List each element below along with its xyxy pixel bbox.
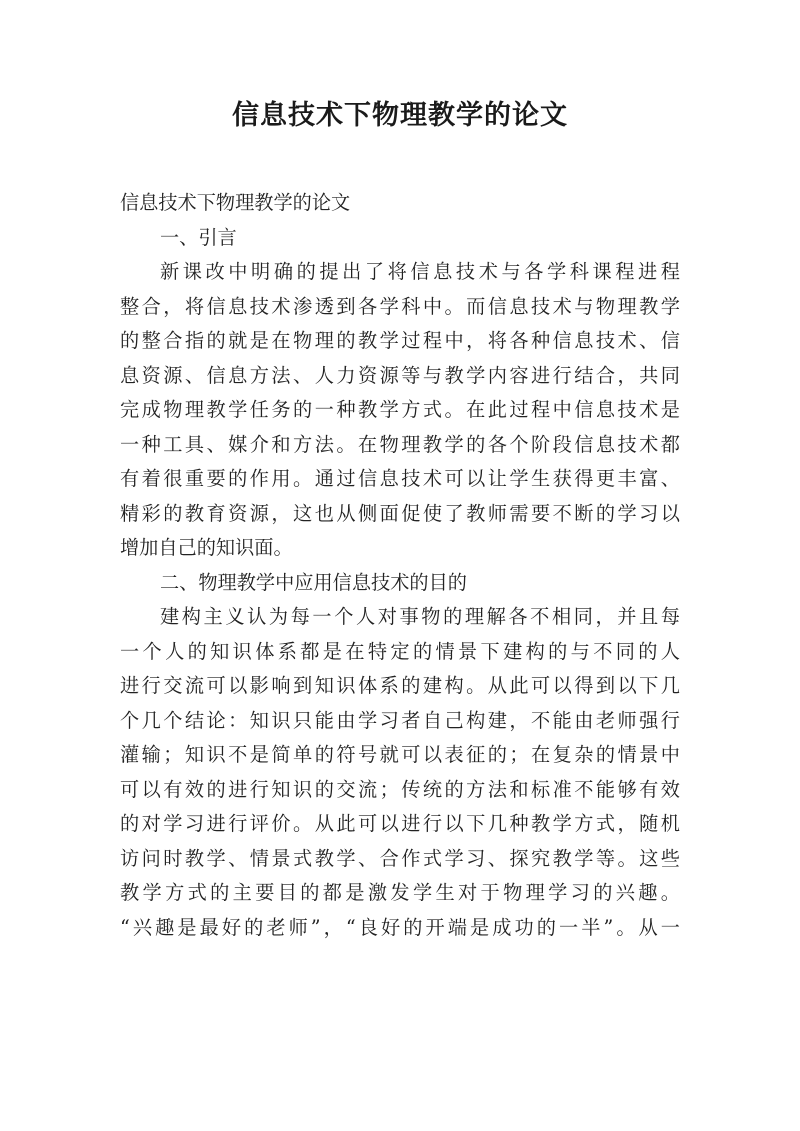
paragraph-line: 完成物理教学任务的一种教学方式。在此过程中信息技术是 [120,398,680,421]
paragraph-line: 精彩的教育资源，这也从侧面促使了教师需要不断的学习以 [120,501,680,525]
paragraph-line: 有着很重要的作用。通过信息技术可以让学生获得更丰富、 [120,467,680,490]
paragraph-line: 的整合指的就是在物理的教学过程中，将各种信息技术、信 [120,329,680,352]
paragraph-line: 访问时教学、情景式教学、合作式学习、探究教学等。这些 [120,846,680,870]
page-title: 信息技术下物理教学的论文 [232,100,568,131]
paragraph-line: 灌输；知识不是简单的符号就可以表征的；在复杂的情景中 [120,743,680,766]
document-subtitle: 信息技术下物理教学的论文 [120,191,351,214]
section-heading-introduction: 一、引言 [160,225,237,249]
paragraph-line: 建构主义认为每一个人对事物的理解各不相同，并且每 [160,605,680,628]
paragraph-line: “兴趣是最好的老师”，“良好的开端是成功的一半”。从一 [120,915,680,939]
paragraph-line: 息资源、信息方法、人力资源等与教学内容进行结合，共同 [120,363,680,387]
paragraph-line: 一种工具、媒介和方法。在物理教学的各个阶段信息技术都 [120,432,680,456]
paragraph-line: 一个人的知识体系都是在特定的情景下建构的与不同的人 [120,639,680,663]
paragraph-line: 整合，将信息技术渗透到各学科中。而信息技术与物理教学 [120,294,680,318]
document-body [120,186,680,945]
paragraph-line: 增加自己的知识面。 [120,536,293,559]
paragraph-line: 个几个结论：知识只能由学习者自己构建，不能由老师强行 [120,708,680,732]
paragraph-purpose [120,600,680,945]
paragraph-line: 进行交流可以影响到知识体系的建构。从此可以得到以下几 [120,674,680,697]
paragraph-line: 教学方式的主要目的都是激发学生对于物理学习的兴趣。 [120,881,680,904]
paragraph-line: 的对学习进行评价。从此可以进行以下几种教学方式，随机 [120,812,680,835]
paragraph-introduction [120,255,680,566]
paragraph-line: 新课改中明确的提出了将信息技术与各学科课程进程 [160,260,680,283]
section-heading-purpose: 二、物理教学中应用信息技术的目的 [160,570,467,594]
paragraph-line: 可以有效的进行知识的交流；传统的方法和标准不能够有效 [120,777,680,801]
